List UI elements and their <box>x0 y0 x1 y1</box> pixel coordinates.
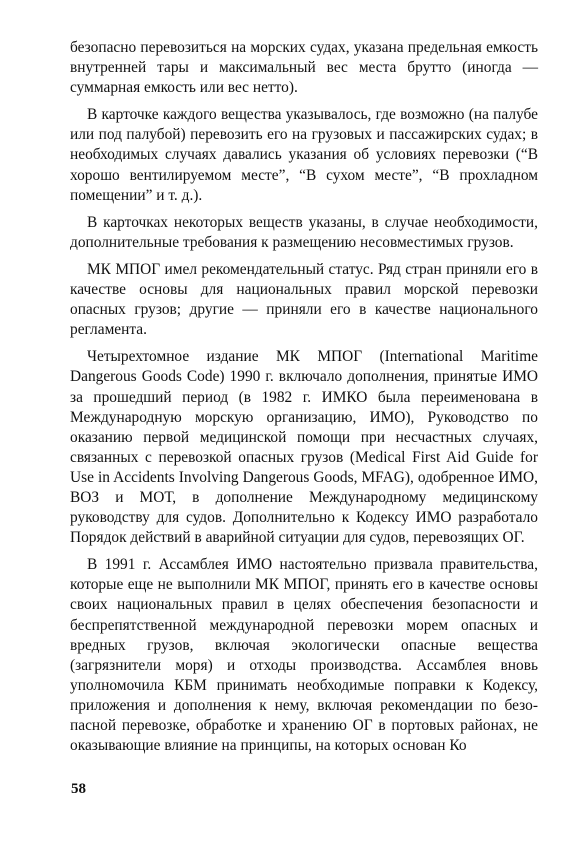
paragraph-2: В карточке каждого вещества указывалось, где возможно (на палубе или под палубой) перевозить его на грузовых и пассажирских судах; в необходимых случаях давались указания об условиях перевозки (“В хорошо вентилируемом месте”, “В сухом месте”, “В прохладном помещении” и т. д.). <box>70 106 538 204</box>
paragraph-4: МК МПОГ имел рекомендательный статус. Ряд стран приняли его в качестве основы для национальных правил морской перевозки опасных грузов; другие — приняли его в качестве национального регламента. <box>70 260 538 339</box>
page-body <box>70 38 538 763</box>
paragraph-5: Четырехтомное издание МК МПОГ (International Maritime Dangerous Goods Code) 1990 г. включало дополнения, принятые ИМО за прошедший период (в 1982 г. ИМКО была переименована в Международную морскую организацию, ИМО), Руководство по оказанию первой медицинской помощи при несчастных случаях, связанных с перевозкой опасных грузов (Medical First Aid Guide for Use in Accidents Involving Dangerous Goods, MFAG), одобренное ИМО, ВОЗ и МОТ, в дополнение Международному медицинскому руководству для судов. Дополнительно к Кодексу ИМО разработало Порядок действий в аварийной ситуации для судов, перевозящих ОГ. <box>70 348 538 547</box>
page-number: 58 <box>71 781 86 797</box>
paragraph-1: безопасно перевозиться на морских судах, указана предельная емкость внутренней тары и максимальный вес места брутто (иногда — суммарная емкость или вес нетто). <box>70 39 538 97</box>
paragraph-6: В 1991 г. Ассамблея ИМО настоятельно призвала правительства, которые еще не выполнили МК МПОГ, принять его в качестве основы своих национальных правил в целях обеспечения безопасности и беспрепятственной международной перевозки морем опасных и вредных грузов, включая экологически опасные вещества (загрязнители моря) и отходы производства. Ассамблея вновь уполномочила КБМ принимать необходимые поправки к Кодексу, приложения и дополнения к нему, включая рекомендации по безопасной перевозке, обработке и хранению ОГ в портовых районах, не оказывающие влияние на принципы, на которых основан Ко <box>70 556 538 755</box>
paragraph-3: В карточках некоторых веществ указаны, в случае необходимости, дополнительные требования к размещению несовместимых грузов. <box>70 213 538 251</box>
